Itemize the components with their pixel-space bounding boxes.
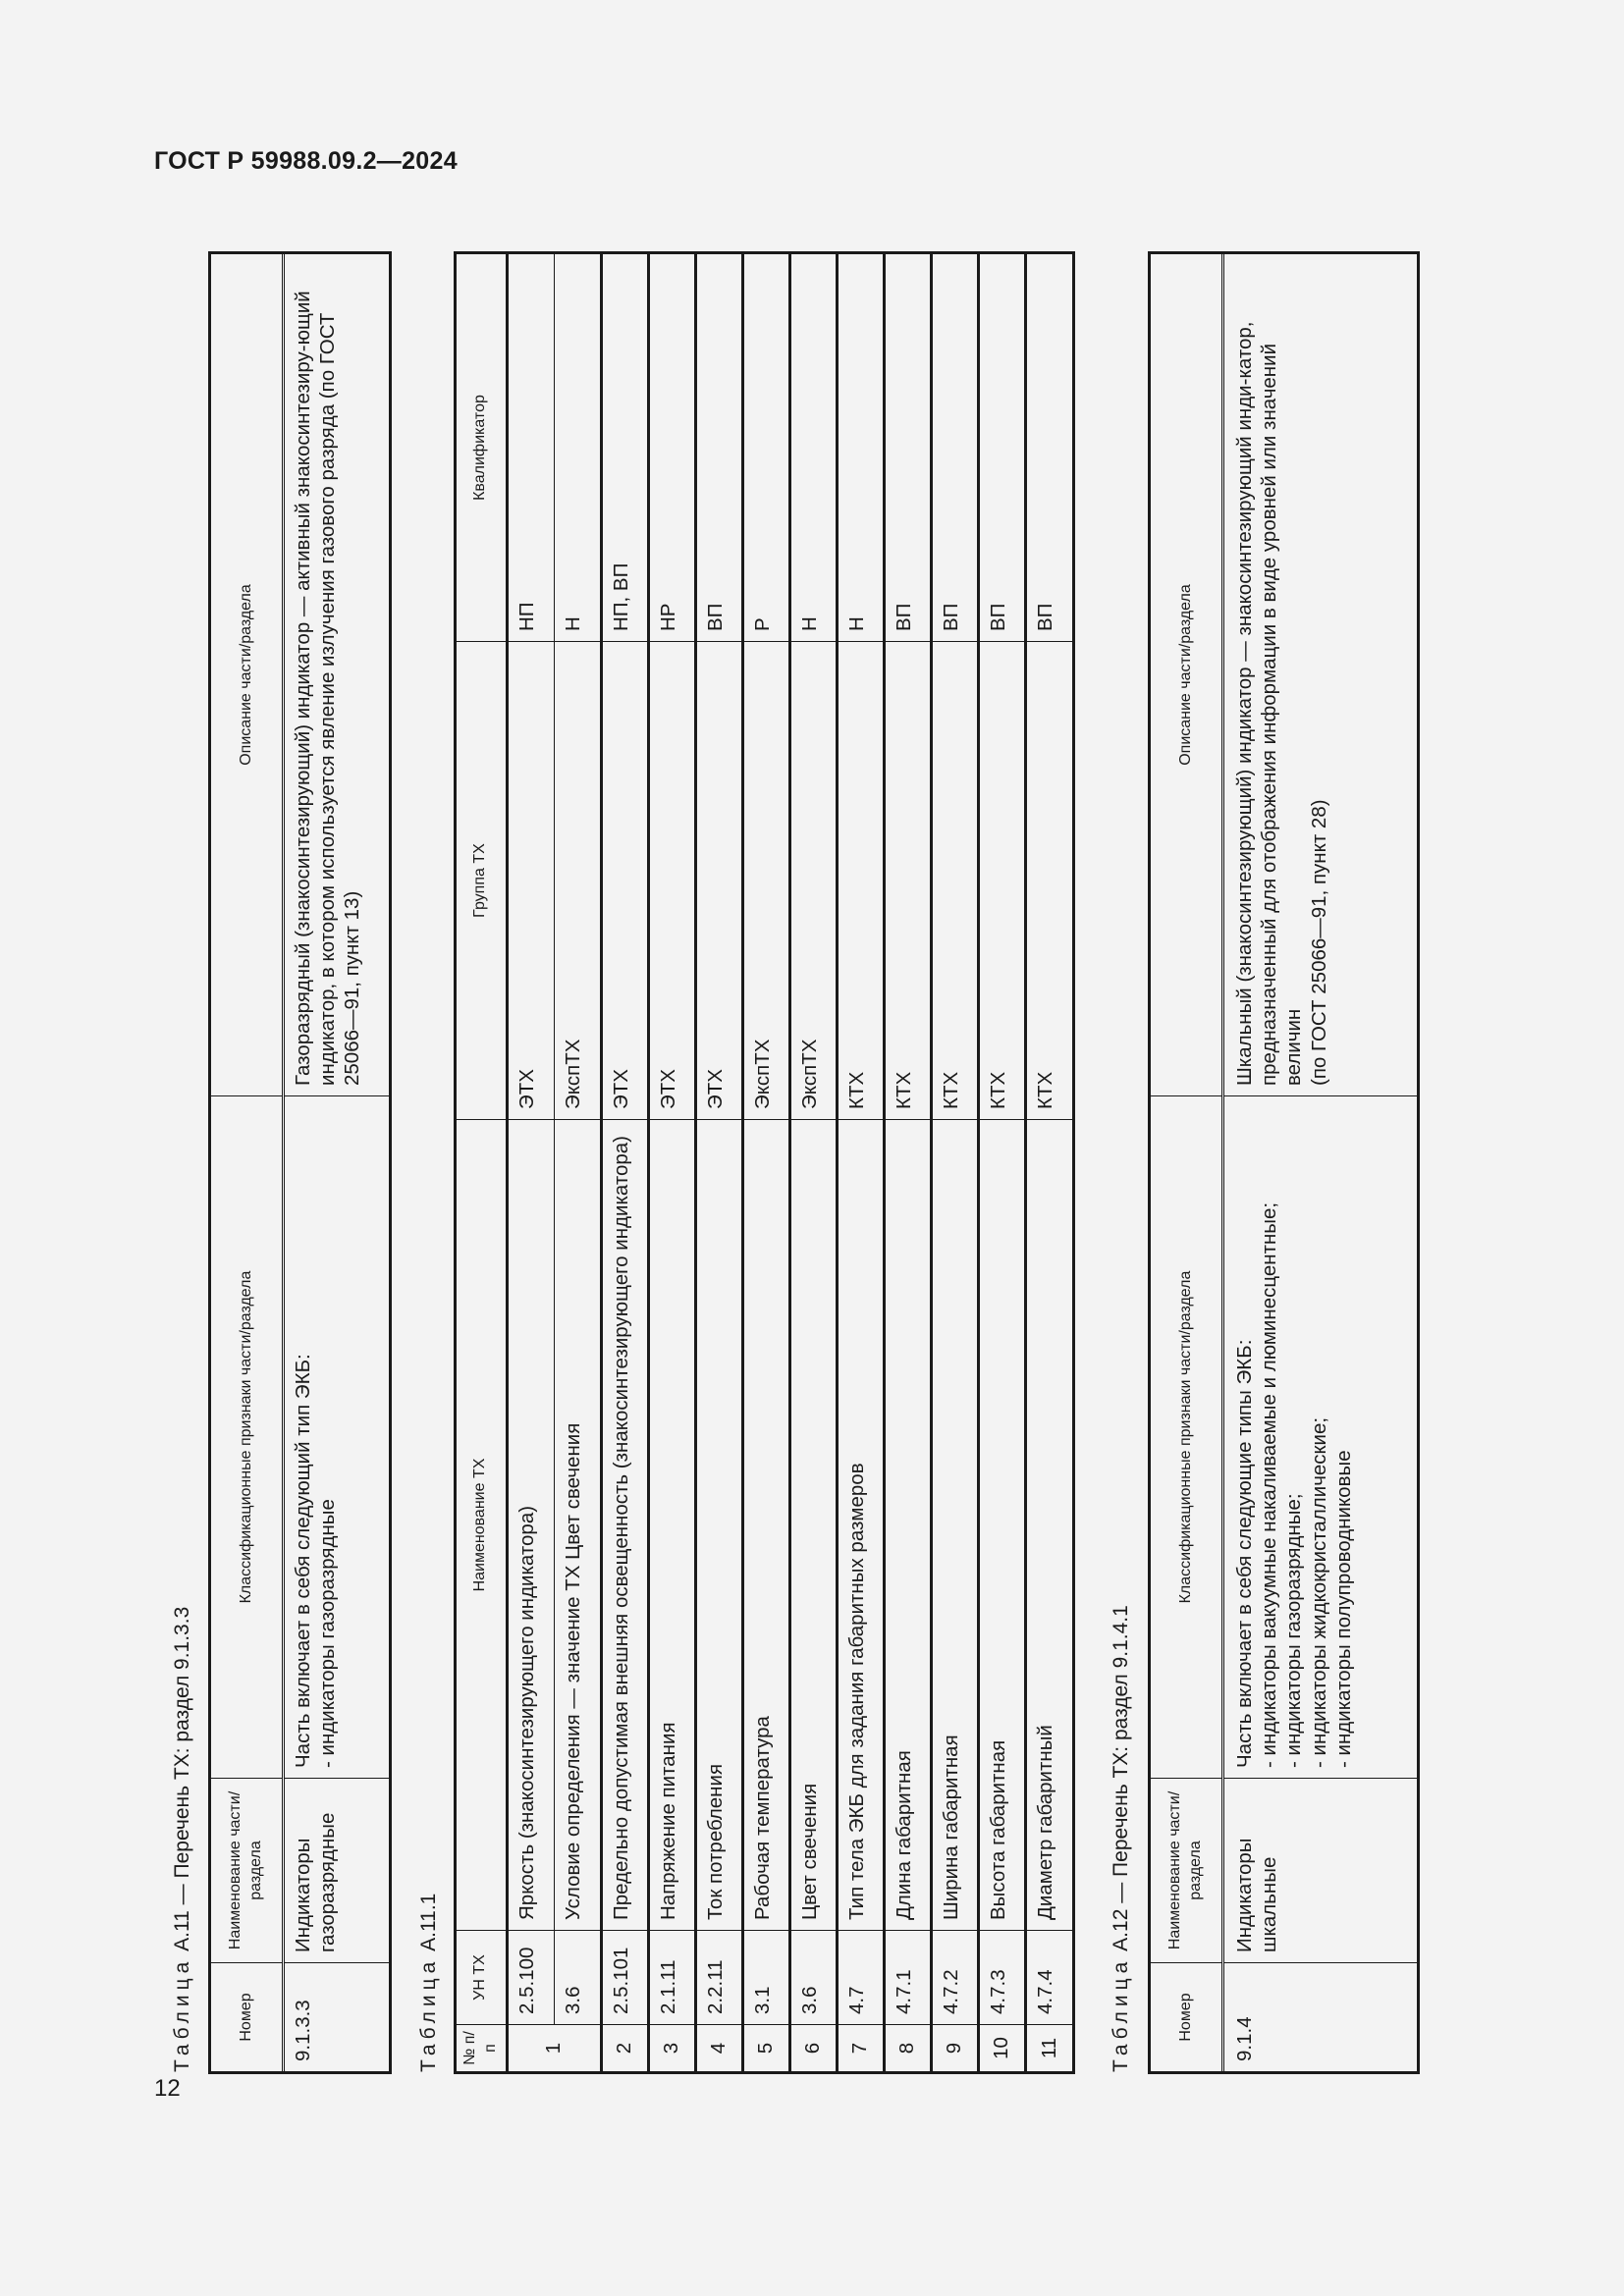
page-number: 12 xyxy=(154,2075,181,2102)
cell-group: ЭкспТХ xyxy=(554,642,601,1120)
cell-name: Предельно допустимая внешняя освещенность (знакосинтезирующего индикатора) xyxy=(601,1120,648,1931)
caption-text: А.12 — Перечень ТХ: раздел 9.1.4.1 xyxy=(1110,1605,1132,1957)
cell-name: Ток потребления xyxy=(695,1120,742,1931)
cell-qualifier: Н xyxy=(837,254,884,642)
cell-group: КТХ xyxy=(931,642,978,1120)
cell-num: 5 xyxy=(742,2025,789,2072)
table-row xyxy=(695,254,742,2072)
cell-code: 2.2.11 xyxy=(695,1931,742,2025)
cell-num: 6 xyxy=(789,2025,837,2072)
cell-name: Длина габаритная xyxy=(884,1120,931,1931)
table-row xyxy=(742,254,789,2072)
table-a11 xyxy=(210,253,390,2072)
cell-description: Газоразрядный (знакосинтезирующий) индикатор — активный знакосинтезиру-ющий индикатор, в котором используется явление излучения газового разряда (по ГОСТ 25066—91, пункт 13) xyxy=(284,254,390,1096)
cell-qualifier: НП xyxy=(507,254,554,642)
header-features: Классификационные признаки части/раздела xyxy=(211,1096,284,1779)
cell-description xyxy=(1223,254,1418,1096)
header-group: Группа ТХ xyxy=(457,642,508,1120)
caption-text: А.11 — Перечень ТХ: раздел 9.1.3.3 xyxy=(171,1606,193,1957)
features-item: - индикаторы полупроводниковые xyxy=(1331,1450,1355,1768)
cell-qualifier: ВП xyxy=(1025,254,1072,642)
cell-code: 2.5.100 xyxy=(507,1931,554,2025)
features-intro: Часть включает в себя следующий тип ЭКБ: xyxy=(292,1354,314,1768)
cell-code: 4.7.4 xyxy=(1025,1931,1072,2025)
table-a111 xyxy=(456,253,1073,2072)
table-a11-caption xyxy=(171,1607,194,2072)
header-code: УН ТХ xyxy=(457,1931,508,2025)
cell-qualifier: Н xyxy=(789,254,837,642)
cell-name: Яркость (знакосинтезирующего индикатора) xyxy=(507,1120,554,1931)
header-description: Описание части/раздела xyxy=(1151,254,1223,1096)
cell-name: Цвет свечения xyxy=(789,1120,837,1931)
table-row xyxy=(601,254,648,2072)
features-item: - индикаторы вакуумные накаливаемые и люминесцентные; xyxy=(1258,1201,1281,1768)
cell-name: Напряжение питания xyxy=(648,1120,695,1931)
header-number: Номер xyxy=(211,1963,284,2072)
cell-code: 2.5.101 xyxy=(601,1931,648,2025)
cell-group: КТХ xyxy=(978,642,1025,1120)
header-number: Номер xyxy=(1151,1963,1223,2072)
description-reference: (по ГОСТ 25066—91, пункт 28) xyxy=(1307,799,1330,1086)
header-qualifier: Квалификатор xyxy=(457,254,508,642)
cell-group: ЭТХ xyxy=(507,642,554,1120)
cell-num: 7 xyxy=(837,2025,884,2072)
cell-group: ЭТХ xyxy=(648,642,695,1120)
features-intro: Часть включает в себя следующие типы ЭКБ: xyxy=(1233,1339,1256,1768)
cell-code: 3.6 xyxy=(554,1931,601,2025)
cell-qualifier: Н xyxy=(554,254,601,642)
cell-code: 4.7.2 xyxy=(931,1931,978,2025)
header-num: № п/п xyxy=(457,2025,508,2072)
cell-qualifier: ВП xyxy=(695,254,742,642)
header-name: Наименование части/раздела xyxy=(1151,1779,1223,1963)
cell-code: 2.1.11 xyxy=(648,1931,695,2025)
cell-group: ЭТХ xyxy=(695,642,742,1120)
cell-group: КТХ xyxy=(1025,642,1072,1120)
cell-number: 9.1.4 xyxy=(1223,1963,1418,2072)
cell-number: 9.1.3.3 xyxy=(284,1963,390,2072)
cell-qualifier: ВП xyxy=(884,254,931,642)
caption-word: Таблица xyxy=(1110,1956,1132,2072)
cell-group: КТХ xyxy=(837,642,884,1120)
cell-qualifier: НП, ВП xyxy=(601,254,648,642)
header-name: Наименование части/раздела xyxy=(211,1779,284,1963)
cell-num: 1 xyxy=(507,2025,601,2072)
cell-qualifier: ВП xyxy=(931,254,978,642)
cell-code: 4.7.3 xyxy=(978,1931,1025,2025)
cell-num: 2 xyxy=(601,2025,648,2072)
header-description: Описание части/раздела xyxy=(211,254,284,1096)
table-row xyxy=(554,254,601,2072)
caption-text: А.11.1 xyxy=(417,1893,440,1957)
cell-features xyxy=(284,1096,390,1779)
features-item: - индикаторы жидкокристаллические; xyxy=(1307,1416,1330,1768)
cell-num: 8 xyxy=(884,2025,931,2072)
cell-features xyxy=(1223,1096,1418,1779)
cell-num: 9 xyxy=(931,2025,978,2072)
caption-word: Таблица xyxy=(171,1956,193,2072)
cell-code: 3.6 xyxy=(789,1931,837,2025)
cell-code: 3.1 xyxy=(742,1931,789,2025)
description-text: Шкальный (знакосинтезирующий) индикатор — знакосинтезирующий инди-катор, предназначенный для отображения информации в виде уровней или значений величин xyxy=(1233,321,1306,1086)
cell-num: 4 xyxy=(695,2025,742,2072)
features-item: - индикаторы газоразрядные xyxy=(316,1499,340,1768)
table-row xyxy=(978,254,1025,2072)
table-row xyxy=(507,254,554,2072)
cell-num: 3 xyxy=(648,2025,695,2072)
table-row xyxy=(837,254,884,2072)
cell-code: 4.7 xyxy=(837,1931,884,2025)
cell-code: 4.7.1 xyxy=(884,1931,931,2025)
cell-name: Ширина габаритная xyxy=(931,1120,978,1931)
table-row xyxy=(931,254,978,2072)
table-row xyxy=(1025,254,1072,2072)
cell-num: 11 xyxy=(1025,2025,1072,2072)
table-a111-caption xyxy=(417,1894,441,2072)
cell-name: Высота габаритная xyxy=(978,1120,1025,1931)
rotated-page-content xyxy=(171,235,1447,2072)
cell-qualifier: НР xyxy=(648,254,695,642)
table-a12-caption xyxy=(1110,1605,1133,2072)
document-header: ГОСТ Р 59988.09.2—2024 xyxy=(154,147,458,175)
cell-name: Индикаторы газоразрядные xyxy=(284,1779,390,1963)
cell-qualifier: Р xyxy=(742,254,789,642)
table-a12 xyxy=(1150,253,1418,2072)
cell-group: ЭкспТХ xyxy=(742,642,789,1120)
cell-qualifier: ВП xyxy=(978,254,1025,642)
features-item: - индикаторы газоразрядные; xyxy=(1282,1493,1306,1768)
cell-name: Диаметр габаритный xyxy=(1025,1120,1072,1931)
cell-group: ЭкспТХ xyxy=(789,642,837,1120)
header-features: Классификационные признаки части/раздела xyxy=(1151,1096,1223,1779)
table-row xyxy=(648,254,695,2072)
cell-num: 10 xyxy=(978,2025,1025,2072)
cell-name: Индикаторы шкальные xyxy=(1223,1779,1418,1963)
cell-group: ЭТХ xyxy=(601,642,648,1120)
caption-word: Таблица xyxy=(417,1956,440,2072)
cell-name: Условие определения — значение ТХ Цвет свечения xyxy=(554,1120,601,1931)
cell-name: Рабочая температура xyxy=(742,1120,789,1931)
table-row xyxy=(884,254,931,2072)
header-name: Наименование ТХ xyxy=(457,1120,508,1931)
table-row xyxy=(789,254,837,2072)
cell-name: Тип тела ЭКБ для задания габаритных размеров xyxy=(837,1120,884,1931)
cell-group: КТХ xyxy=(884,642,931,1120)
